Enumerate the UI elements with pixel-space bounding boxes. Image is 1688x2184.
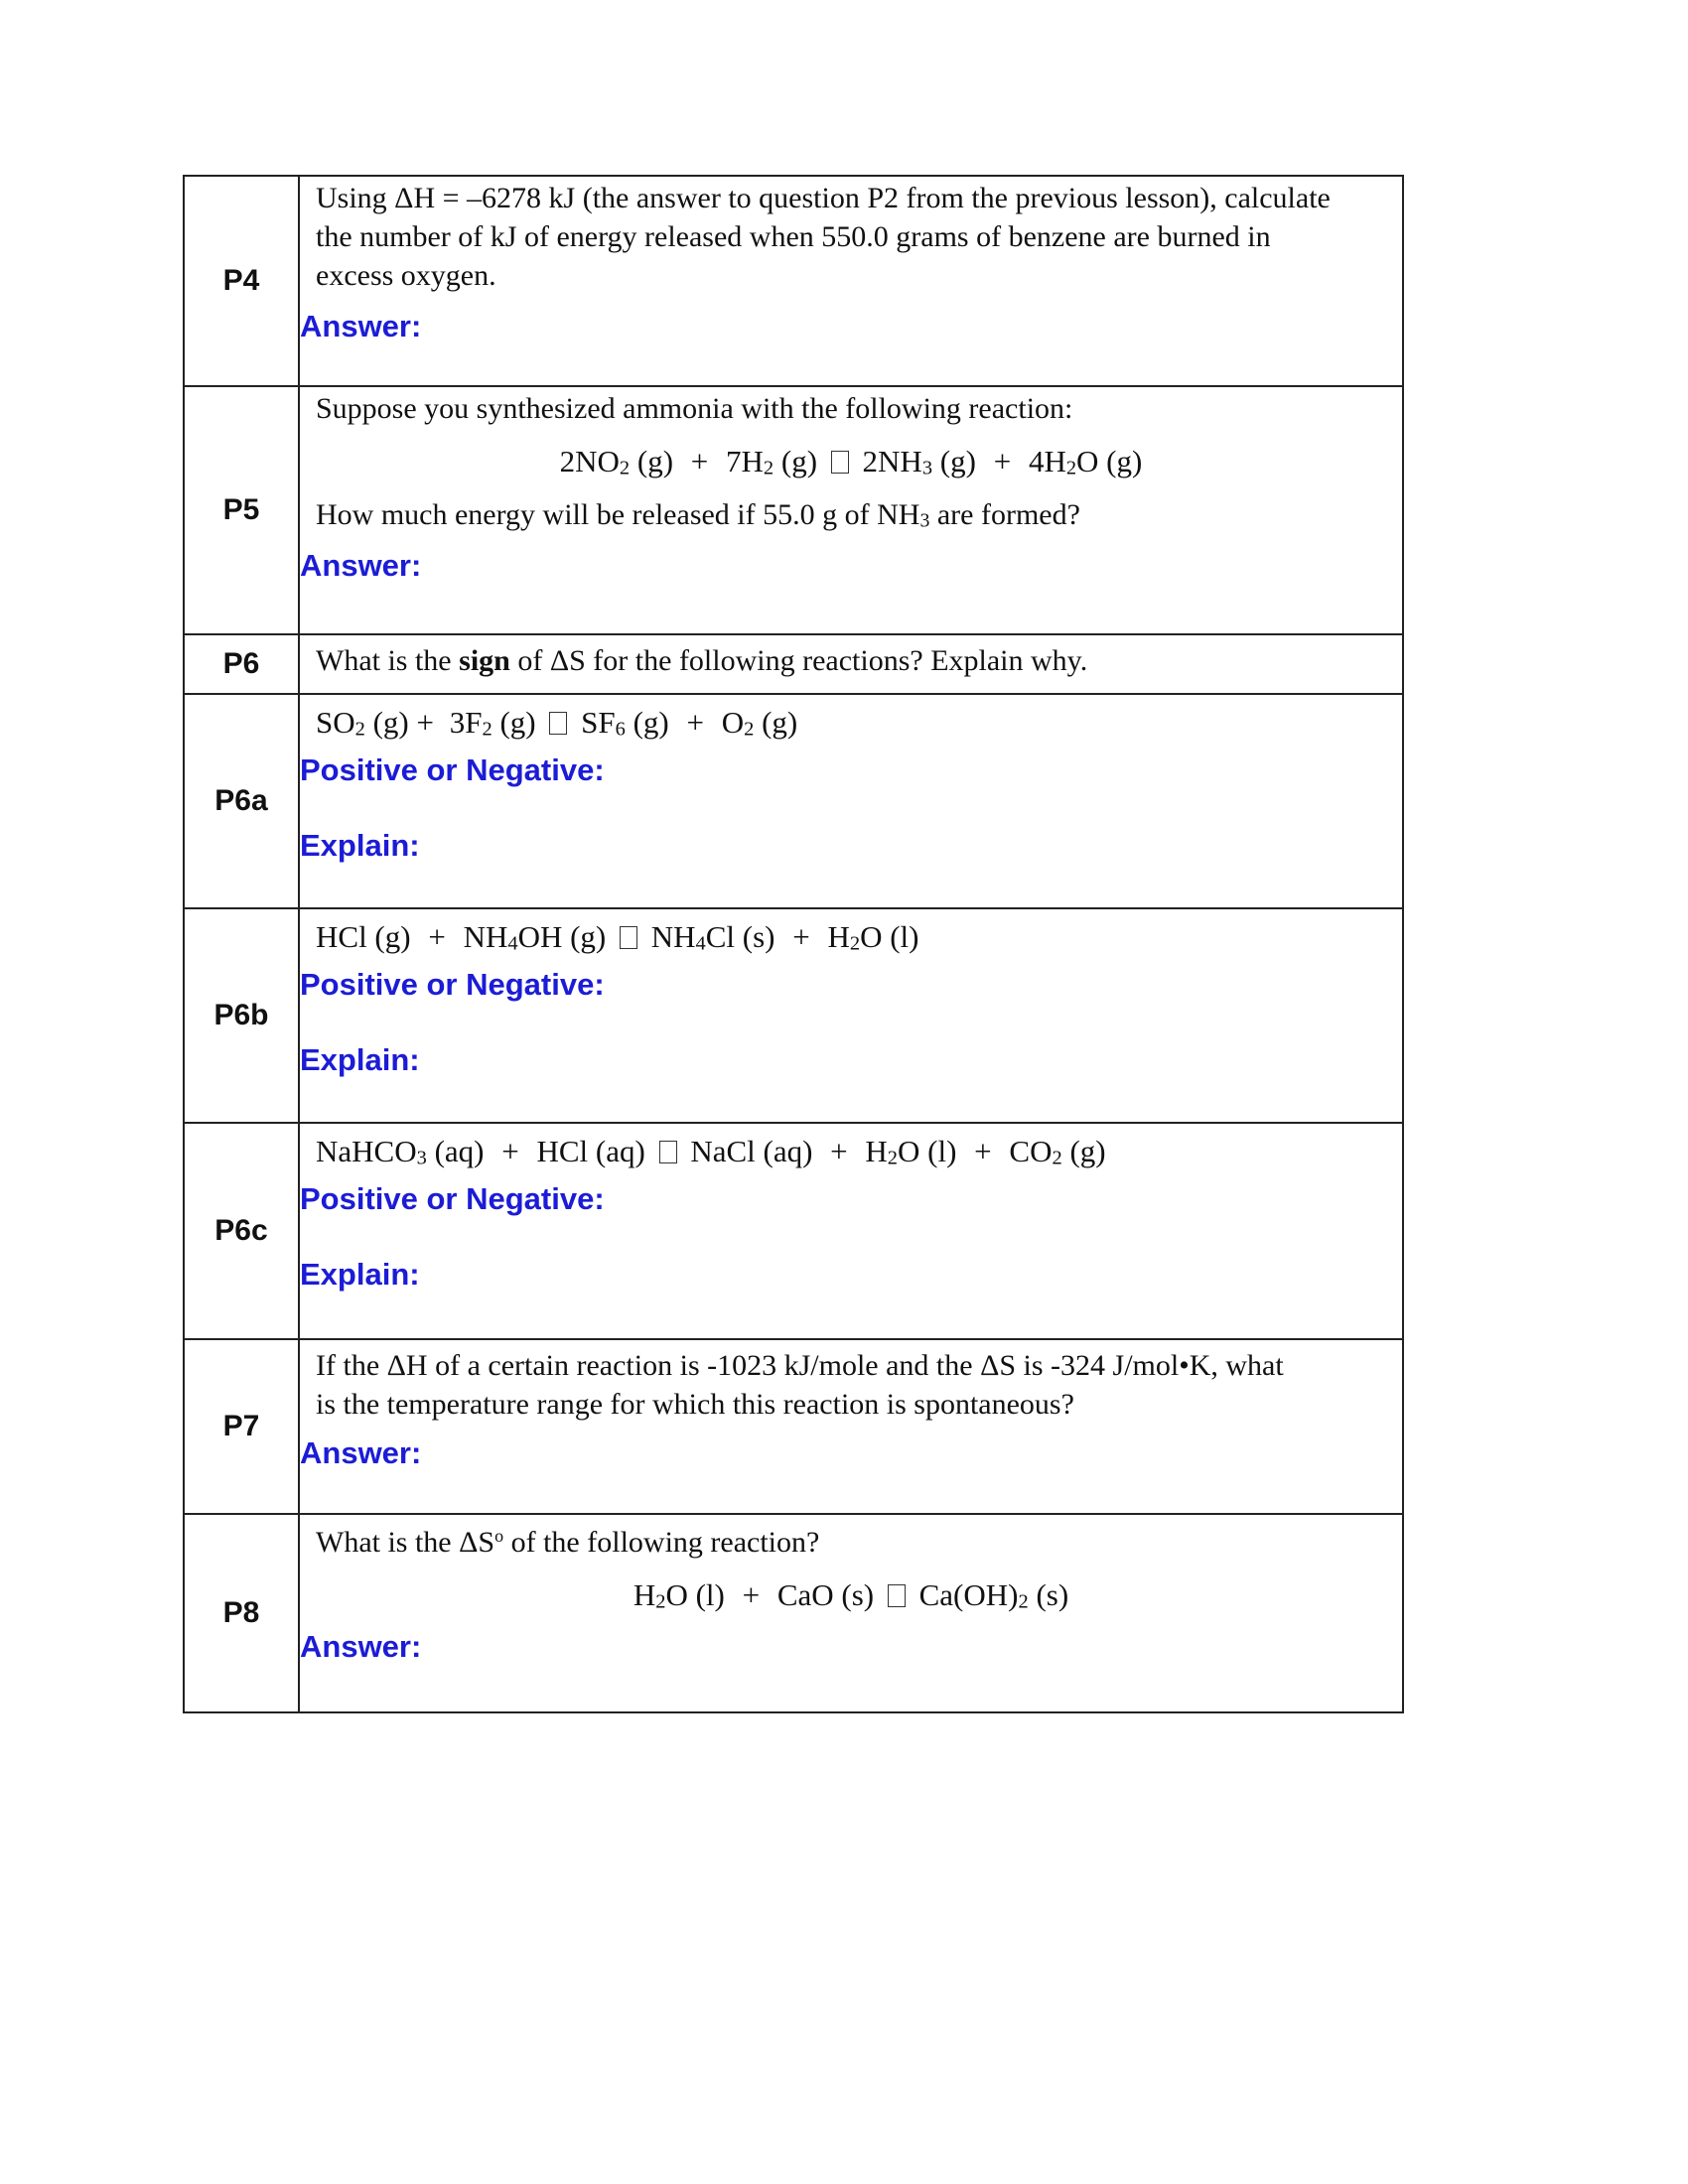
answer-label: Answer: bbox=[300, 1629, 422, 1664]
bold-word: sign bbox=[459, 644, 510, 677]
question-text bbox=[300, 179, 1402, 295]
text-part: are formed? bbox=[929, 498, 1080, 531]
row-p4 bbox=[184, 176, 1403, 386]
row-label: P8 bbox=[184, 1514, 299, 1712]
arrow-glyph-box bbox=[888, 1584, 906, 1607]
reaction-equation: $H_2O$ (l) + CaO (s) $Ca(OH)_2$ (s) bbox=[633, 1577, 1069, 1613]
row-label: P5 bbox=[184, 386, 299, 634]
question-cell bbox=[299, 176, 1403, 386]
row-label: P6 bbox=[184, 634, 299, 694]
row-p5 bbox=[184, 386, 1403, 634]
text-part: What is the ΔS bbox=[316, 1526, 495, 1559]
answer-label: Answer: bbox=[300, 309, 422, 343]
row-p6a bbox=[184, 694, 1403, 908]
question-text: Suppose you synthesized ammonia with the following reaction: bbox=[316, 392, 1073, 425]
row-p6c bbox=[184, 1123, 1403, 1339]
text-line: Using ΔH = –6278 kJ (the answer to question P2 from the previous lesson), calculate bbox=[316, 182, 1331, 214]
reaction-equation: HCl $(g) + NH_4OH$ (g) $NH_4Cl$ $(s) + H_2O$ (l) bbox=[316, 919, 919, 955]
sign-prompt: Positive or Negative: bbox=[300, 967, 605, 1002]
reaction-equation: $2NO_2$ $(g) + 7H_2$ (g) $2NH_3$ $(g) + 4H_2O$ (g) bbox=[559, 444, 1143, 479]
question-text bbox=[300, 641, 1402, 680]
answer-label: Answer: bbox=[300, 548, 422, 583]
explain-label: Explain: bbox=[300, 1042, 420, 1077]
row-p6b bbox=[184, 908, 1403, 1123]
arrow-glyph-box bbox=[549, 712, 567, 735]
answer-label: Answer: bbox=[300, 1435, 422, 1470]
question-cell bbox=[299, 1339, 1403, 1514]
explain-label: Explain: bbox=[300, 828, 420, 863]
row-p7 bbox=[184, 1339, 1403, 1514]
text-line: the number of kJ of energy released when 550.0 grams of benzene are burned in bbox=[316, 220, 1271, 253]
text-line: excess oxygen. bbox=[316, 259, 496, 292]
row-p8 bbox=[184, 1514, 1403, 1712]
question-cell bbox=[299, 1123, 1403, 1339]
question-cell bbox=[299, 908, 1403, 1123]
row-label: P7 bbox=[184, 1339, 299, 1514]
text-part: How much energy will be released if 55.0 g of NH bbox=[316, 498, 920, 531]
row-p6 bbox=[184, 634, 1403, 694]
question-cell bbox=[299, 634, 1403, 694]
question-cell bbox=[299, 386, 1403, 634]
questions-table bbox=[183, 175, 1404, 1713]
spacer bbox=[300, 1219, 1402, 1255]
question-text bbox=[300, 495, 1402, 534]
arrow-glyph-box bbox=[620, 926, 637, 949]
text-line: If the ΔH of a certain reaction is -1023 kJ/mole and the ΔS is -324 J/mol•K, what bbox=[316, 1349, 1284, 1382]
text-part: of the following reaction? bbox=[503, 1526, 820, 1559]
reaction-equation: $SO_2$ $(g) + 3F_2$ (g) $SF_6$ $(g) + O_2$ (g) bbox=[316, 705, 798, 741]
superscript: o bbox=[494, 1526, 504, 1547]
explain-label: Explain: bbox=[300, 1257, 420, 1292]
subscript: 3 bbox=[919, 509, 930, 532]
arrow-glyph-box bbox=[659, 1141, 677, 1163]
text-line: is the temperature range for which this reaction is spontaneous? bbox=[316, 1388, 1074, 1421]
reaction-equation: NaHCO$_3$ (aq) + HCl (aq) NaCl $(aq) + H_2O$ $(l) + CO_2$ (g) bbox=[316, 1134, 1106, 1169]
spacer bbox=[300, 790, 1402, 826]
row-label: P6b bbox=[184, 908, 299, 1123]
question-text bbox=[300, 1346, 1402, 1424]
spacer bbox=[300, 1005, 1402, 1040]
question-cell bbox=[299, 1514, 1403, 1712]
row-label: P6c bbox=[184, 1123, 299, 1339]
row-label: P6a bbox=[184, 694, 299, 908]
text-part: of ΔS for the following reactions? Explain why. bbox=[509, 644, 1088, 677]
sign-prompt: Positive or Negative: bbox=[300, 752, 605, 787]
question-cell bbox=[299, 694, 1403, 908]
arrow-glyph-box bbox=[831, 451, 849, 474]
text-part: What is the bbox=[316, 644, 460, 677]
sign-prompt: Positive or Negative: bbox=[300, 1181, 605, 1216]
question-text bbox=[300, 1523, 1402, 1562]
row-label: P4 bbox=[184, 176, 299, 386]
